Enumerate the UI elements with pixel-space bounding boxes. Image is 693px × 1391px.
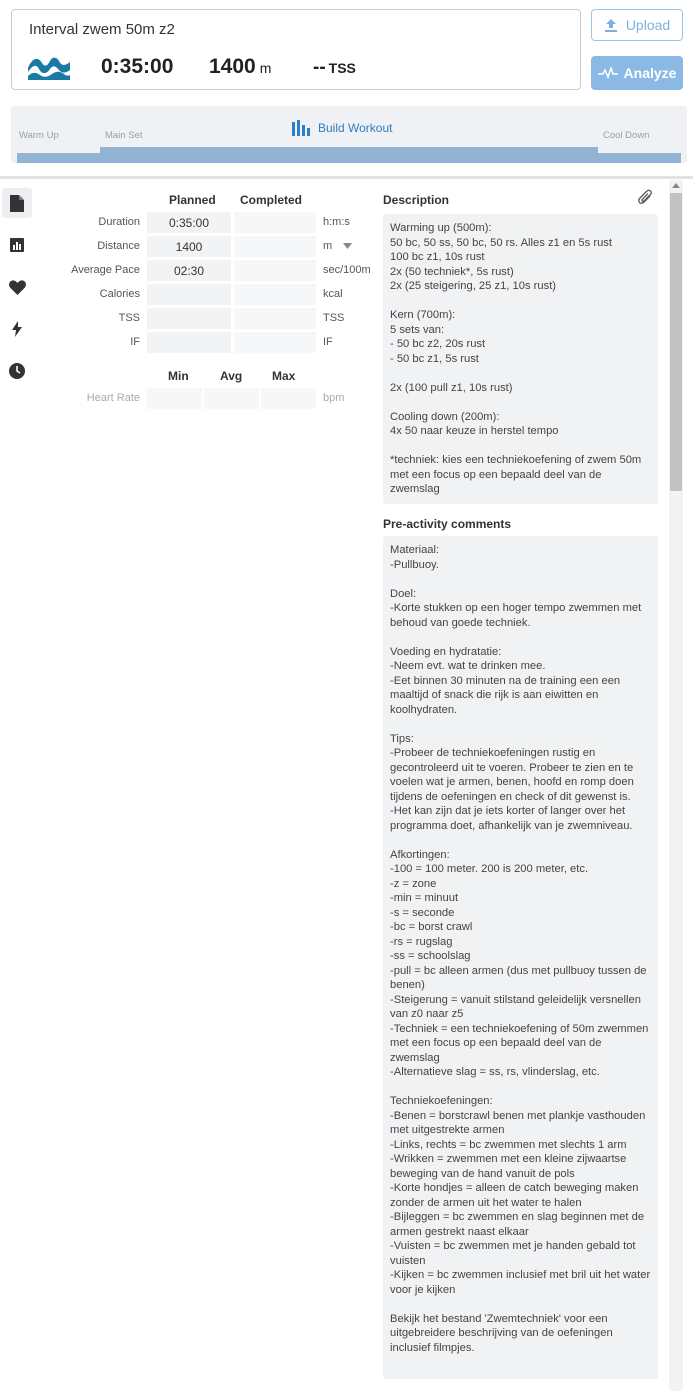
build-workout-link[interactable]: [292, 120, 392, 136]
lightning-icon: [12, 321, 22, 337]
upload-label: Upload: [625, 17, 671, 33]
tss-completed-field[interactable]: [234, 308, 316, 329]
if-label: IF: [130, 336, 140, 348]
upload-button[interactable]: [591, 9, 683, 41]
duration-planned-field[interactable]: 0:35:00: [147, 212, 231, 233]
calories-label: Calories: [99, 288, 140, 300]
duration-label: Duration: [98, 216, 140, 228]
if-planned-field[interactable]: [147, 332, 231, 353]
pace-completed-field[interactable]: [234, 260, 316, 281]
swim-icon: [28, 54, 70, 80]
header-tss: [313, 57, 356, 79]
analyze-button[interactable]: [591, 56, 683, 90]
main-set-label: Main Set: [105, 130, 143, 141]
header-tss-unit: TSS: [328, 60, 356, 76]
chevron-down-icon: [343, 243, 352, 249]
heart-rate-label: Heart Rate: [86, 392, 140, 404]
pace-label: Average Pace: [71, 264, 140, 276]
heart-rate-min-field[interactable]: [147, 388, 202, 409]
pulse-icon: [598, 67, 618, 79]
if-unit: IF: [323, 336, 333, 348]
distance-label: Distance: [97, 240, 140, 252]
workout-header-card: [11, 9, 581, 90]
paperclip-icon[interactable]: [638, 189, 654, 207]
warm-up-segment[interactable]: [17, 153, 100, 163]
pace-unit: sec/100m: [323, 264, 371, 276]
tss-label: TSS: [118, 312, 140, 324]
document-icon: [10, 195, 24, 212]
avg-header: Avg: [220, 369, 243, 383]
calories-completed-field[interactable]: [234, 284, 316, 305]
distance-unit-select[interactable]: [323, 240, 352, 252]
heart-rate-unit: bpm: [323, 392, 345, 404]
build-workout-label: Build Workout: [318, 121, 393, 135]
warm-up-label: Warm Up: [19, 130, 59, 141]
rail-power[interactable]: [2, 314, 32, 344]
comments-text[interactable]: Materiaal: -Pullbuoy. Doel: -Korte stukken op een hoger tempo zwemmen met behoud van goede techniek. Voeding en hydratatie: -Neem evt. wat te drinken mee. -Eet binnen 30 minuten na de training een een maaltijd of snack die rijk is aan eiwitten en koolhydraten. Tips: -Probeer de techniekoefeningen rustig en gecontroleerd uit te voeren. Probeer te zien en te voelen wat je armen, benen, hoofd en romp doen tijdens de oefeningen en check of dit gewenst is. -Het kan zijn dat je iets korter of langer over het programma doet, afhankelijk van je zwemniveau. Afkortingen: -100 = 100 meter. 200 is 200 meter, etc. -z = zone -min = minuut -s = seconde -bc = borst crawl -rs = rugslag -ss = schoolslag -pull = bc alleen armen (dus met pullbuoy tussen de benen) -Steigerung = vanuit stilstand geleidelijk versnellen van z0 naar z5 -Techniek = een techniekoefening of 50m zwemmen met een focus op een bepaald deel van de zwemslag -Alternatieve slag = ss, rs, vlinderslag, etc. Techniekoefeningen: -Benen = borstcrawl benen met plankje vasthouden met uitgestrekte armen -Links, rechts = bc zwemmen met slechts 1 arm -Wrikken = zwemmen met een kleine zijwaartse beweging van de hand vanuit de pols -Korte hondjes = alleen de catch beweging maken zonder de armen uit het water te halen -Bijleggen = bc zwemmen en slag beginnen met de armen gestrekt naast elkaar -Vuisten = bc zwemmen met je handen gebald tot vuisten -Kijken = bc zwemmen inclusief met bril uit het water voor je kijken Bekijk het bestand 'Zwemtechniek' voor een uitgebreidere beschrijving van de oefeningen inclusief filmpjes.: [383, 536, 658, 1379]
distance-completed-field[interactable]: [234, 236, 316, 257]
completed-header: Completed: [240, 193, 303, 207]
planned-header: Planned: [169, 193, 216, 207]
description-text[interactable]: Warming up (500m): 50 bc, 50 ss, 50 bc, 50 rs. Alles z1 en 5s rust 100 bc z1, 10s rust 2x (50 techniek*, 5s rust) 2x (25 steigering, 25 z1, 10s rust) Kern (700m): 5 sets van: - 50 bc z2, 20s rust - 50 bc z1, 5s rust 2x (100 pull z1, 10s rust) Cooling down (200m): 4x 50 naar keuze in herstel tempo *techniek: kies een techniekoefening of zwem 50m met een focus op een bepaald deel van de zwemslag: [383, 214, 658, 504]
duration-unit: h:m:s: [323, 216, 350, 228]
header-divider: [0, 176, 693, 179]
tss-planned-field[interactable]: [147, 308, 231, 329]
chart-icon: [10, 238, 24, 252]
heart-icon: [9, 280, 26, 295]
comments-title: Pre-activity comments: [383, 517, 512, 531]
header-duration: 0:35:00: [101, 55, 174, 78]
rail-heart[interactable]: [2, 272, 32, 302]
calories-unit: kcal: [323, 288, 343, 300]
heart-rate-avg-field[interactable]: [204, 388, 259, 409]
rail-summary[interactable]: [2, 188, 32, 218]
cool-down-label: Cool Down: [603, 130, 650, 141]
tss-unit: TSS: [323, 312, 345, 324]
distance-planned-field[interactable]: 1400: [147, 236, 231, 257]
header-distance-unit: m: [259, 60, 272, 76]
rail-charts[interactable]: [2, 230, 32, 260]
calories-planned-field[interactable]: [147, 284, 231, 305]
header-distance-value: 1400: [209, 55, 256, 78]
clock-icon: [9, 363, 25, 379]
scrollbar-thumb[interactable]: [670, 193, 682, 491]
header-distance: [209, 55, 271, 79]
cool-down-segment[interactable]: [598, 153, 681, 163]
bar-chart-icon: [292, 120, 312, 136]
workout-builder-strip[interactable]: [11, 106, 687, 163]
description-title: Description: [383, 193, 450, 207]
duration-completed-field[interactable]: [234, 212, 316, 233]
heart-rate-max-field[interactable]: [261, 388, 316, 409]
main-set-segment[interactable]: [100, 147, 598, 163]
scroll-up-arrow-icon[interactable]: [672, 183, 680, 188]
min-header: Min: [168, 369, 189, 383]
upload-icon: [604, 18, 618, 33]
header-tss-value: --: [313, 57, 326, 78]
distance-unit: m: [323, 240, 333, 252]
workout-title[interactable]: Interval zwem 50m z2: [29, 21, 175, 38]
pace-planned-field[interactable]: 02:30: [147, 260, 231, 281]
analyze-label: Analyze: [623, 65, 677, 81]
max-header: Max: [272, 369, 296, 383]
if-completed-field[interactable]: [234, 332, 316, 353]
rail-time[interactable]: [2, 356, 32, 386]
